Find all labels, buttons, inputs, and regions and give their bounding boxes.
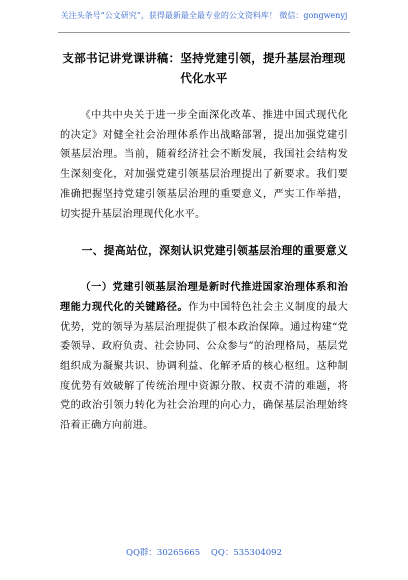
- footer-qq-group: QQ群：30265665: [125, 548, 201, 558]
- footer-contact: [0, 546, 408, 558]
- document-title: 支部书记讲党课讲稿：坚持党建引领，提升基层治理现代化水平: [62, 51, 346, 85]
- subsection-lead: （一）党建引领基层治理是新时代推进国家治理体系和治理能力现代化的关键路径。: [60, 281, 348, 313]
- footer-qq: QQ：535304092: [210, 548, 282, 558]
- intro-paragraph: 《中共中央关于进一步全面深化改革、推进中国式现代化的决定》对健全社会治理体系作出战略部署，提出加强党建引领基层治理。当前，随着经济社会不断发展，我国社会结构发生深刻变化，对加强党建引领基层治理提出了新要求。我们要准确把握坚持党建引领基层治理的重要意义，严实工作举措，切实提升基层治理现代化水平。: [60, 110, 348, 220]
- document-body: [60, 48, 348, 436]
- header-divider: [58, 32, 350, 33]
- subsection-body: 作为中国特色社会主义制度的最大优势，党的领导为基层治理提供了根本政治保障。通过构建“党委领导、政府负责、社会协同、公众参与”的治理格局，基层党组织成为凝聚共识、协调利益、化解矛盾的核心枢纽。这种制度优势有效破解了传统治理中资源分散、权责不清的难题，将党的政治引领力转化为社会治理的向心力，确保基层治理始终沿着正确方向前进。: [60, 301, 348, 432]
- subsection-paragraph: [60, 278, 348, 436]
- section-heading: 一、提高站位，深刻认识党建引领基层治理的重要意义: [81, 244, 348, 258]
- header-promo-text: 关注头条号“公文研究”，获得最新最全最专业的公文资料库！ 微信：gongwenyj: [60, 11, 348, 20]
